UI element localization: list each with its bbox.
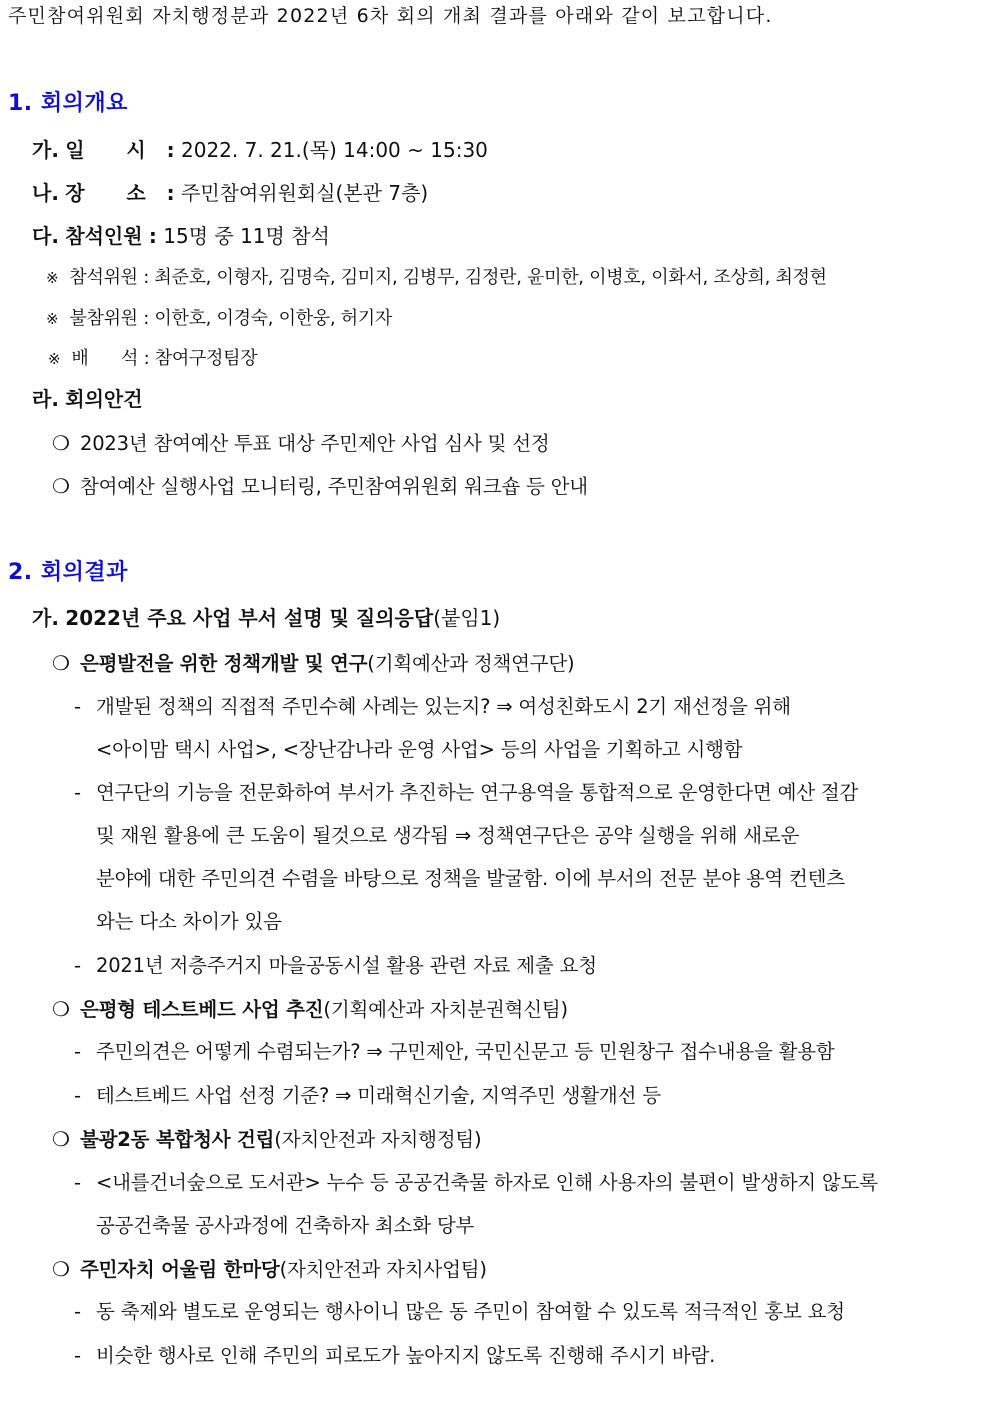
point-text: 개발된 정책의 직접적 주민수혜 사례는 있는지? ⇒ 여성친화도시 2기 재선정을 위해 [96,695,791,718]
point-text: 2021년 저층주거지 마을공동시설 활용 관련 자료 제출 요청 [96,954,597,977]
topic-heading [52,995,568,1024]
topic-point [74,1038,835,1066]
date-colon: : [166,138,175,162]
topic-dept: (자치안전과 자치행정팀) [274,1128,482,1151]
topic-dept: (기획예산과 정책연구단) [367,652,575,675]
results-title: 2022년 주요 사업 부서 설명 및 질의응답 [65,606,434,630]
attendance-marker: 다. [32,224,59,248]
place-value: 주민참여위원회실(본관 7층) [181,181,429,205]
dash-bullet-icon: - [74,781,81,804]
topic-point [74,952,597,980]
topic-dept: (기획예산과 자치분권혁신팀) [323,998,568,1021]
agenda-item [52,472,588,501]
circle-bullet-icon: ❍ [52,997,70,1021]
section-1-title: 1. 회의개요 [8,91,128,116]
place-colon: : [166,181,175,205]
dash-bullet-icon: - [74,1084,81,1107]
circle-bullet-icon: ❍ [52,431,70,455]
intro-sentence: 주민참여위원회 자치행정분과 2022년 6차 회의 개최 결과를 아래와 같이 보고합니다. [8,5,773,27]
dash-bullet-icon: - [74,1300,81,1323]
agenda-marker: 라. [32,387,59,411]
point-text: 비슷한 행사로 인해 주민의 피로도가 높아지지 않도록 진행해 주시기 바람. [96,1344,716,1367]
topic-point [74,1082,661,1110]
attendance-value: 15명 중 11명 참석 [163,224,330,248]
topic-title: 불광2동 복합청사 건립 [80,1128,275,1151]
topic-heading [52,1255,487,1284]
overview-date [32,136,488,164]
note-seated [48,345,257,373]
topic-heading [52,649,574,678]
agenda-item-text: 참여예산 실행사업 모니터링, 주민참여위원회 워크숍 등 안내 [80,475,588,498]
attendance-label: 참석인원 [65,224,143,248]
note-present-members [46,264,827,292]
topic-point [74,1169,878,1197]
agenda-item [52,429,550,458]
circle-bullet-icon: ❍ [52,474,70,498]
attachment-ref: (붙임1) [433,606,501,630]
section-2-title: 2. 회의결과 [8,560,128,585]
reference-mark-icon: ※ [46,310,59,328]
agenda-heading [32,385,143,413]
point-continuation: 분야에 대한 주민의견 수렴을 바탕으로 정책을 발굴함. 이에 부서의 전문 분야 용역 컨텐츠 [96,867,845,890]
circle-bullet-icon: ❍ [52,1127,70,1151]
date-label: 일 시 [65,138,146,162]
dash-bullet-icon: - [74,1344,81,1367]
circle-bullet-icon: ❍ [52,1257,70,1281]
attendance-colon: : [148,224,157,248]
results-sub-heading [32,604,500,632]
point-continuation: 와는 다소 차이가 있음 [96,910,282,933]
point-text: 연구단의 기능을 전문화하여 부서가 추진하는 연구용역을 통합적으로 운영한다면 예산 절감 [96,781,859,804]
point-continuation: 공공건축물 공사과정에 건축하자 최소화 당부 [96,1214,475,1237]
point-text: 테스트베드 사업 선정 기준? ⇒ 미래혁신기술, 지역주민 생활개선 등 [96,1084,661,1107]
topic-title: 은평형 테스트베드 사업 추진 [80,998,324,1021]
overview-place [32,179,428,207]
circle-bullet-icon: ❍ [52,651,70,675]
dash-bullet-icon: - [74,954,81,977]
topic-heading [52,1125,481,1154]
topic-point [74,693,791,721]
place-marker: 나. [32,181,59,205]
point-text: <내를건너숲으로 도서관> 누수 등 공공건축물 하자로 인해 사용자의 불편이 발생하지 않도록 [96,1171,878,1194]
topic-point [74,779,858,807]
overview-attendance [32,222,330,250]
point-continuation: <아이맘 택시 사업>, <장난감나라 운영 사업> 등의 사업을 기획하고 시행함 [96,738,743,761]
note-label: 배 석 [71,348,139,369]
date-marker: 가. [32,138,59,162]
topic-point [74,1342,715,1370]
agenda-label: 회의안건 [65,387,143,411]
note-value: : 참여구정팀장 [143,348,258,369]
note-value: : 최준호, 이형자, 김명숙, 김미지, 김병무, 김정란, 윤미한, 이병호, 이화서, 조상희, 최정현 [143,267,827,288]
note-value: : 이한호, 이경숙, 이한웅, 허기자 [143,308,392,329]
reference-mark-icon: ※ [46,269,59,287]
point-text: 동 축제와 별도로 운영되는 행사이니 많은 동 주민이 참여할 수 있도록 적극적인 홍보 요청 [96,1300,845,1323]
reference-mark-icon: ※ [48,350,61,368]
place-label: 장 소 [65,181,146,205]
point-text: 주민의견은 어떻게 수렴되는가? ⇒ 구민제안, 국민신문고 등 민원창구 접수내용을 활용함 [96,1040,835,1063]
dash-bullet-icon: - [74,1171,81,1194]
note-absent-members [46,305,392,333]
agenda-item-text: 2023년 참여예산 투표 대상 주민제안 사업 심사 및 선정 [80,432,550,455]
topic-dept: (자치안전과 자치사업팀) [279,1258,487,1281]
dash-bullet-icon: - [74,1040,81,1063]
note-label: 참석위원 [69,267,138,288]
topic-point [74,1298,845,1326]
note-label: 불참위원 [69,308,138,329]
point-continuation: 및 재원 활용에 큰 도움이 될것으로 생각됨 ⇒ 정책연구단은 공약 실행을 위해 새로운 [96,824,800,847]
date-value: 2022. 7. 21.(목) 14:00 ~ 15:30 [181,138,488,162]
dash-bullet-icon: - [74,695,81,718]
topic-title: 은평발전을 위한 정책개발 및 연구 [80,652,368,675]
topic-title: 주민자치 어울림 한마당 [80,1258,280,1281]
results-marker: 가. [32,606,59,630]
